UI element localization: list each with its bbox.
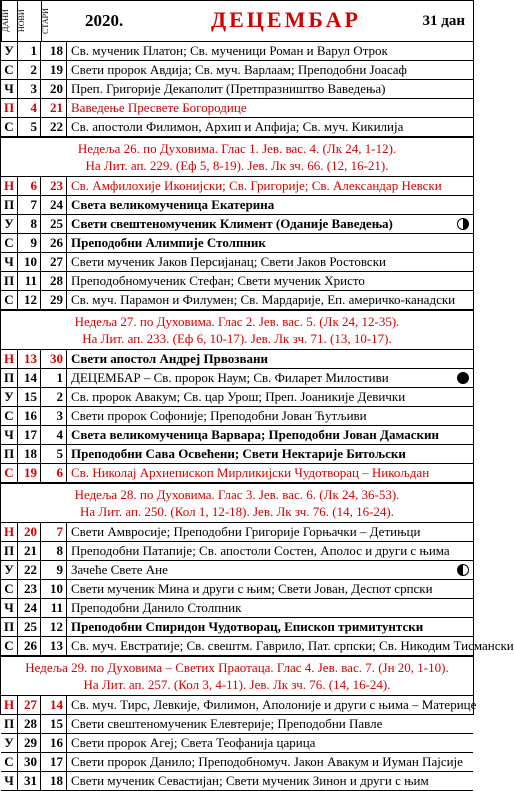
old-date-cell: 21 [41,99,67,117]
weekday-cell: Ч [1,80,18,98]
feast-text: Свети пророк Агеј; Света Теофанија царица [71,735,316,750]
sunday-reading [1,656,473,696]
old-date-cell: 11 [41,599,67,617]
day-row [1,80,473,99]
sunday-reading-line: Недеља 26. по Духовима. Глас 1. Јев. вас. 4. (Лк 24, 1-12). [77,141,397,156]
sunday-reading-line: На Лит. ап. 250. (Кол 1, 12-18). Јев. Лк зч. 76. (14, 16-24). [79,504,395,519]
feast-text: Св. Амфилохије Иконијски; Св. Григорије; Св. Александар Невски [71,178,442,193]
feast-text: Свети мученик Севастијан; Свети мученик Зинон и други с њим [71,773,429,788]
weekday-cell: С [1,407,18,425]
day-row [1,99,473,118]
weekday-cell: С [1,291,18,309]
weekday-cell: П [1,369,18,387]
day-row [1,715,473,734]
day-row [1,580,473,599]
weekday-cell: С [1,753,18,771]
weekday-cell: Ч [1,599,18,617]
sunday-reading-line: На Лит. ап. 233. (Еф 6, 10-17). Јев. Лк зч. 71. (13, 10-17). [82,331,392,346]
old-date-cell: 22 [41,118,67,136]
new-date-cell: 2 [17,61,41,79]
new-date-cell: 25 [17,618,41,636]
weekday-cell: П [1,272,18,290]
new-date-cell: 27 [17,696,41,714]
day-row [1,426,473,445]
year-label: 2020. [85,11,124,30]
old-date-cell: 3 [41,407,67,425]
old-date-cell: 15 [41,715,67,733]
feast-text: Преподобни Спиридон Чудотворац, Епископ тримитунтски [71,619,424,634]
day-row [1,369,473,388]
new-date-cell: 8 [17,215,41,233]
feast-text: Свети мученик Јаков Персијанац; Свети Јаков Ростовски [71,254,386,269]
calendar-header [1,1,473,42]
new-date-cell: 14 [17,369,41,387]
old-date-cell: 4 [41,426,67,444]
weekday-cell: П [1,445,18,463]
feast-text: Св. мученик Платон; Св. мученици Роман и Варул Отрок [71,43,388,58]
feast-text: Свети свештеномученик Климент (Оданије Ваведења) [71,216,393,231]
sunday-reading-line: Недеља 28. по Духовима. Глас 3. Јев. вас. 6. (Лк 24, 36-53). [74,487,400,502]
weekday-cell: С [1,637,18,655]
feast-text: Св. муч. Евстратије; Св. свештм. Гаврило, Пат. српски; Св. Никодим Тисмански [71,638,514,653]
weekday-cell: Ч [1,426,18,444]
weekday-cell: С [1,464,18,482]
old-date-cell: 29 [41,291,67,309]
column-header-new: НОВИ [17,1,42,41]
new-date-cell: 29 [17,734,41,752]
days-count: 31 дан [422,13,465,29]
weekday-cell: П [1,715,18,733]
weekday-cell: У [1,734,18,752]
old-date-cell: 8 [41,542,67,560]
month-title: ДЕЦЕМБАР [211,7,361,32]
new-date-cell: 16 [17,407,41,425]
weekday-cell: С [1,580,18,598]
day-row [1,291,473,310]
feast-text: Св. пророк Авакум; Св. цар Урош; Преп. Јоаникије Девички [71,389,406,404]
day-row [1,618,473,637]
feast-text: Св. муч. Тирс, Левкије, Филимон, Аполоније и други с њима – Материце [71,697,477,712]
sunday-reading [1,137,473,177]
sunday-reading-line: Недеља 29. по Духовима – Светих Праотаца. Глас 4. Јев. вас. 7. (Јн 20, 1-10). [25,660,449,675]
new-date-cell: 7 [17,196,41,214]
day-row [1,253,473,272]
feast-text: Преподобни Сава Освећени; Свети Нектарије Битољски [71,446,406,461]
feast-text: Преподобни Патапије; Св. апостоли Состен, Аполос и други с њима [71,543,450,558]
feast-text: ДЕЦЕМБАР – Св. пророк Наум; Св. Филарет Милостиви [71,370,389,385]
new-date-cell: 22 [17,561,41,579]
new-date-cell: 13 [17,350,41,368]
old-date-cell: 7 [41,523,67,541]
new-date-cell: 24 [17,599,41,617]
feast-text: Св. Николај Архиепископ Мирликијски Чудотворац – Никољдан [71,465,430,480]
weekday-cell: Н [1,696,18,714]
moon-phase-icon [457,372,469,384]
day-row [1,61,473,80]
feast-text: Свети апостол Андреј Првозвани [71,351,269,366]
sunday-reading-line: Недеља 27. по Духовима. Глас 2. Јев. вас. 5. (Лк 24, 12-35). [74,314,400,329]
day-row [1,42,473,61]
weekday-cell: Ч [1,772,18,790]
feast-text: Преподобни Алимпије Столпник [71,235,266,250]
old-date-cell: 17 [41,753,67,771]
sunday-reading [1,483,473,523]
weekday-cell: П [1,99,18,117]
weekday-cell: С [1,234,18,252]
old-date-cell: 19 [41,61,67,79]
day-row [1,734,473,753]
old-date-cell: 30 [41,350,67,368]
column-header-old: СТАРИ [41,1,68,41]
calendar-body [1,42,514,791]
feast-text: Преп. Григорије Декаполит (Претпразништво Ваведења) [71,81,386,96]
old-date-cell: 18 [41,42,67,60]
day-row [1,599,473,618]
old-date-cell: 10 [41,580,67,598]
new-date-cell: 12 [17,291,41,309]
new-date-cell: 17 [17,426,41,444]
feast-text: Зачеће Свете Ане [71,562,168,577]
weekday-cell: У [1,215,18,233]
sunday-reading [1,310,473,350]
new-date-cell: 19 [17,464,41,482]
day-row [1,753,473,772]
day-row [1,350,473,369]
day-row [1,118,473,137]
old-date-cell: 25 [41,215,67,233]
weekday-cell: С [1,118,18,136]
weekday-cell: П [1,196,18,214]
weekday-cell: У [1,42,18,60]
old-date-cell: 12 [41,618,67,636]
sunday-reading-line: На Лит. ап. 257. (Кол 3, 4-11). Јев. Лк зч. 76. (14, 16-24). [83,677,391,692]
new-date-cell: 20 [17,523,41,541]
old-date-cell: 5 [41,445,67,463]
old-date-cell: 28 [41,272,67,290]
weekday-cell: Н [1,523,18,541]
weekday-cell: У [1,388,18,406]
old-date-cell: 14 [41,696,67,714]
feast-text: Свети пророк Софоније; Преподобни Јован Ћутљиви [71,408,367,423]
feast-text: Света великомученица Варвара; Преподобни Јован Дамаскин [71,427,439,442]
day-row [1,637,514,656]
moon-phase-icon [457,564,469,576]
old-date-cell: 13 [41,637,67,655]
feast-text: Света великомученица Екатерина [71,197,275,212]
column-header-day: ДАНИ [1,1,18,41]
new-date-cell: 21 [17,542,41,560]
new-date-cell: 23 [17,580,41,598]
old-date-cell: 16 [41,734,67,752]
feast-text: Ваведење Пресвете Богородице [71,100,247,115]
new-date-cell: 10 [17,253,41,271]
day-row [1,234,473,253]
weekday-cell: У [1,561,18,579]
weekday-cell: С [1,61,18,79]
old-date-cell: 24 [41,196,67,214]
feast-text: Св. апостоли Филимон, Архип и Апфија; Св. муч. Кикилија [71,119,404,134]
new-date-cell: 26 [17,637,41,655]
weekday-cell: Н [1,177,18,195]
new-date-cell: 28 [17,715,41,733]
old-date-cell: 9 [41,561,67,579]
day-row [1,407,473,426]
new-date-cell: 9 [17,234,41,252]
new-date-cell: 30 [17,753,41,771]
old-date-cell: 20 [41,80,67,98]
old-date-cell: 26 [41,234,67,252]
old-date-cell: 18 [41,772,67,790]
old-date-cell: 23 [41,177,67,195]
feast-text: Свети Амвросије; Преподобни Григорије Горњачки – Детињци [71,524,421,539]
new-date-cell: 11 [17,272,41,290]
day-row [1,542,473,561]
day-row [1,272,473,291]
day-row [1,561,473,580]
sunday-reading-line: На Лит. ап. 229. (Еф 5, 8-19). Јев. Лк зч. 66. (12, 16-21). [85,158,389,173]
moon-phase-icon [457,218,469,230]
new-date-cell: 3 [17,80,41,98]
new-date-cell: 6 [17,177,41,195]
day-row [1,177,473,196]
feast-text: Свети мученик Мина и други с њим; Свети Јован, Деспот српски [71,581,433,596]
day-row [1,445,473,464]
new-date-cell: 5 [17,118,41,136]
old-date-cell: 6 [41,464,67,482]
feast-text: Преподобни Данило Столпник [71,600,242,615]
feast-text: Свети пророк Данило; Преподобномуч. Јакон Авакум и Иуман Пајсије [71,754,463,769]
day-row [1,388,473,407]
weekday-cell: П [1,618,18,636]
new-date-cell: 4 [17,99,41,117]
day-row [1,196,473,215]
new-date-cell: 15 [17,388,41,406]
feast-text: Свети пророк Авдија; Св. муч. Варлаам; Преподобни Јоасаф [71,62,407,77]
day-row [1,215,473,234]
old-date-cell: 27 [41,253,67,271]
new-date-cell: 31 [17,772,41,790]
feast-text: Св. муч. Парамон и Филумен; Св. Мардарије, Еп. америчко-канадски [71,292,456,307]
weekday-cell: Ч [1,253,18,271]
day-row [1,523,473,542]
feast-text: Преподобномученик Стефан; Свети мученик Христо [71,273,365,288]
new-date-cell: 18 [17,445,41,463]
day-row [1,464,473,483]
new-date-cell: 1 [17,42,41,60]
weekday-cell: Н [1,350,18,368]
day-row [1,772,473,791]
feast-text: Свети свештеномученик Елевтерије; Преподобни Павле [71,716,383,731]
day-row [1,696,477,715]
weekday-cell: П [1,542,18,560]
old-date-cell: 2 [41,388,67,406]
old-date-cell: 1 [41,369,67,387]
